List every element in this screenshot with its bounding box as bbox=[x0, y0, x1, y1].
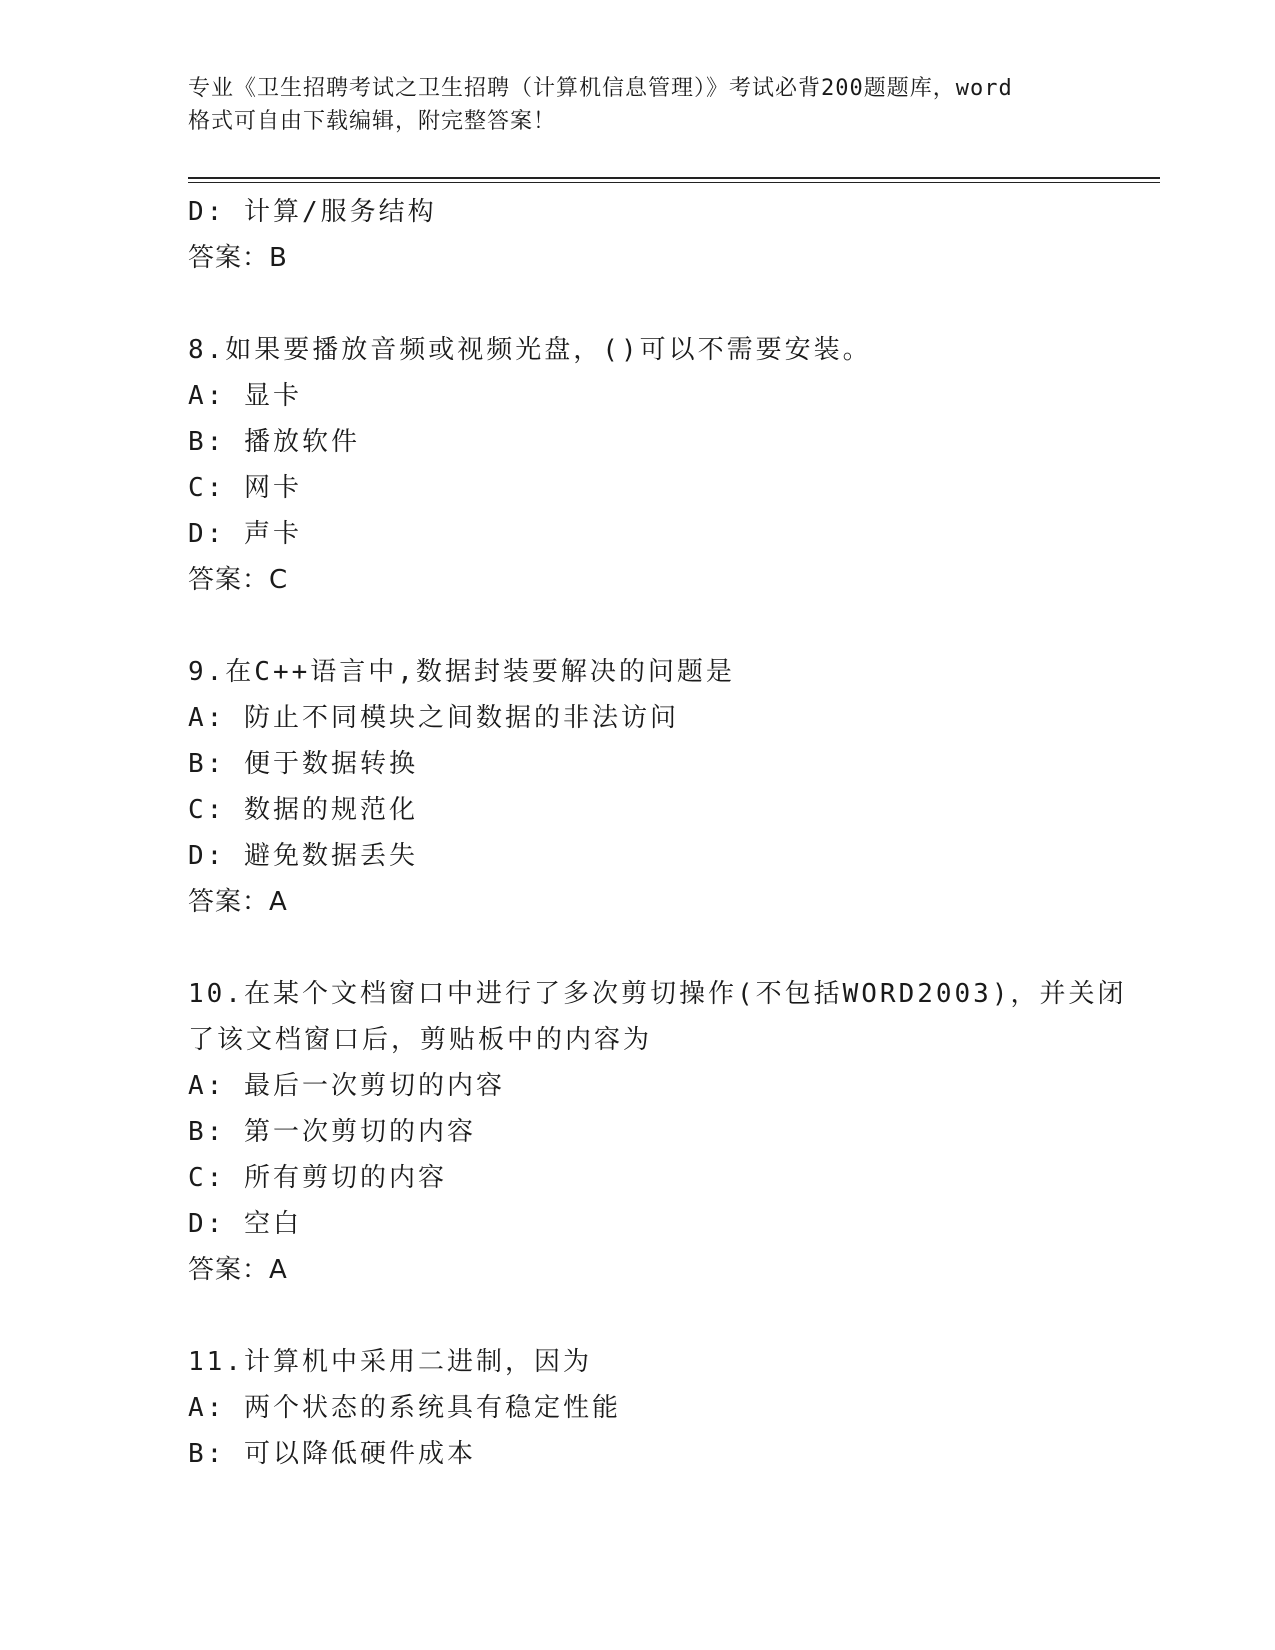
option-d-q7: D: 计算/服务结构 bbox=[188, 197, 437, 227]
answer-q8: 答案：C bbox=[188, 565, 289, 595]
header-line-1: 专业《卫生招聘考试之卫生招聘（计算机信息管理）》考试必背200题题库，word bbox=[188, 76, 1013, 101]
question-content bbox=[188, 189, 1168, 1477]
option-b-q11: B: 可以降低硬件成本 bbox=[188, 1439, 476, 1469]
question-stem-11: 11.计算机中采用二进制，因为 bbox=[188, 1347, 592, 1377]
option-c-q9: C: 数据的规范化 bbox=[188, 795, 418, 825]
option-a-q10: A: 最后一次剪切的内容 bbox=[188, 1071, 505, 1101]
option-c-q8: C: 网卡 bbox=[188, 473, 302, 503]
answer-q9: 答案：A bbox=[188, 887, 288, 917]
option-a-q8: A: 显卡 bbox=[188, 381, 302, 411]
option-a-q9: A: 防止不同模块之间数据的非法访问 bbox=[188, 703, 679, 733]
answer-q7: 答案：B bbox=[188, 243, 288, 273]
question-stem-10-line-1: 10.在某个文档窗口中进行了多次剪切操作(不包括WORD2003)，并关闭 bbox=[188, 979, 1127, 1009]
question-stem-10-line-2: 了该文档窗口后，剪贴板中的内容为 bbox=[188, 1025, 653, 1055]
header-rule-thin bbox=[188, 182, 1160, 183]
option-d-q10: D: 空白 bbox=[188, 1209, 302, 1239]
header-rule-thick bbox=[188, 177, 1160, 179]
header-line-2: 格式可自由下载编辑，附完整答案！ bbox=[188, 109, 557, 134]
spacer bbox=[188, 603, 1168, 649]
option-a-q11: A: 两个状态的系统具有稳定性能 bbox=[188, 1393, 621, 1423]
option-b-q10: B: 第一次剪切的内容 bbox=[188, 1117, 476, 1147]
option-d-q8: D: 声卡 bbox=[188, 519, 302, 549]
option-b-q9: B: 便于数据转换 bbox=[188, 749, 418, 779]
option-d-q9: D: 避免数据丢失 bbox=[188, 841, 418, 871]
answer-q10: 答案：A bbox=[188, 1255, 288, 1285]
option-c-q10: C: 所有剪切的内容 bbox=[188, 1163, 447, 1193]
question-stem-9: 9.在C++语言中,数据封装要解决的问题是 bbox=[188, 657, 735, 687]
document-header bbox=[188, 72, 1088, 138]
question-stem-8: 8.如果要播放音频或视频光盘，()可以不需要安装。 bbox=[188, 335, 872, 365]
option-b-q8: B: 播放软件 bbox=[188, 427, 360, 457]
spacer bbox=[188, 281, 1168, 327]
spacer bbox=[188, 1293, 1168, 1339]
spacer bbox=[188, 925, 1168, 971]
